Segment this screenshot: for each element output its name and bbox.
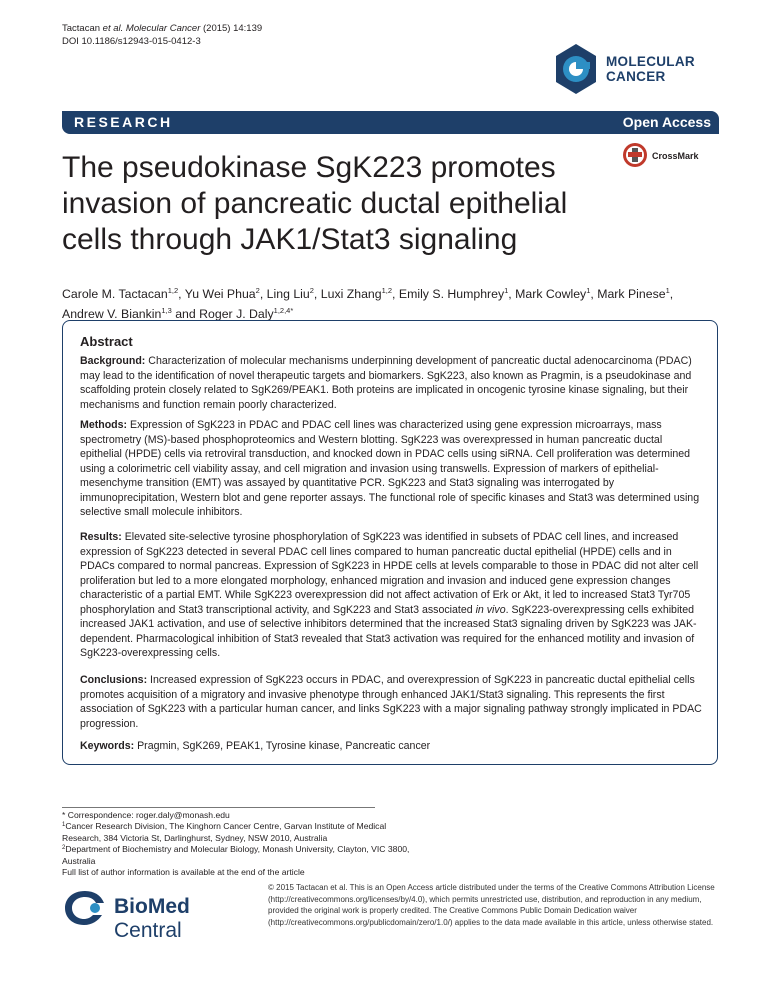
license-text: © 2015 Tactacan et al. This is an Open Access article distributed under the terms of the Creative Commons Attribution License (http://creativecommons.org/licenses/by/4.0), which permits unrestricted use, distribution, and reproduction in any medium, provided the original work is properly credited. The Creative Commons Public Domain Dedication waiver (http://creativecommons.org/publicdomain/zero/1.0/) applies to the data made available in this article, unless otherwise stated. bbox=[268, 883, 715, 927]
abstract-results: Results: Elevated site-selective tyrosine phosphorylation of SgK223 was identified in subsets of PDAC cell lines, and increased expression of SgK223 detected in several PDAC cell lines compared to human pancreatic ductal epithelial (HPDE) cells and in PDACs compared to normal pancreas. Expression of SgK223 in HPDE cells at levels comparable to those in PDAC did not alter cell proliferation but led to a more elongated morphology, enhanced migration and invasion and induced gene expression changes characteristic of a partial EMT. While SgK223 overexpression did not affect activation of Erk or Akt, it led to increased Stat3 Tyr705 phosphorylation and Stat3 transcriptional activity, and SgK223 and Stat3 associated in vivo. SgK223-overexpressing cells exhibited increased JAK1 activation, and use of selective inhibitors determined that the increased Stat3 signaling driven by SgK223 was JAK-dependent. Pharmacological inhibition of Stat3 revealed that Stat3 activation was required for the enhanced motility and invasion of SgK223-overexpressing cells. bbox=[80, 531, 699, 659]
publisher-name: BioMed Central bbox=[114, 895, 190, 942]
doi-line: DOI 10.1186/s12943-015-0412-3 bbox=[62, 36, 201, 47]
citation-header bbox=[62, 22, 262, 48]
journal-logo-text: MOLECULAR CANCER bbox=[606, 54, 695, 84]
crossmark-badge[interactable]: CrossMark bbox=[622, 142, 722, 170]
journal-logo-icon bbox=[550, 40, 602, 102]
author: Luxi Zhang$^{1,2}$, bbox=[320, 286, 399, 301]
journal-logo bbox=[550, 38, 710, 108]
article-title: The pseudokinase SgK223 promotes invasion of pancreatic ductal epithelial cells through JAK1/Stat3 signaling bbox=[62, 151, 568, 256]
affiliation-2: $^2$Department of Biochemistry and Molecular Biology, Monash University, Clayton, VIC 3800, Australia bbox=[62, 844, 410, 866]
article-type-banner bbox=[62, 111, 719, 134]
abstract-keywords: Keywords: Pragmin, SgK269, PEAK1, Tyrosine kinase, Pancreatic cancer bbox=[80, 740, 431, 752]
author: Roger J. Daly$^{1,2,4*}$ bbox=[199, 306, 294, 321]
abstract-background: Background: Characterization of molecular mechanisms underpinning development of pancreatic ductal adenocarcinoma (PDAC) may lead to the identification of novel therapeutic targets and biomarkers. SgK223, also known as Pragmin, is a pseudokinase and scaffolding protein closely related to SgK269/PEAK1. Both proteins are implicated in oncogenic tyrosine kinase signaling, but their mechanisms and function remain poorly characterized. bbox=[80, 355, 692, 411]
author: Andrew V. Biankin$^{1,3}$ and bbox=[62, 306, 200, 321]
citation-line: Tactacan et al. Molecular Cancer (2015) 14:139 bbox=[62, 23, 263, 34]
abstract-heading: Abstract bbox=[80, 334, 133, 349]
abstract-methods: Methods: Expression of SgK223 in PDAC and PDAC cell lines was characterized using gene expression microarrays, mass spectrometry (MS)-based phosphoproteomics and Western blotting. SgK223 was overexpressed in human pancreatic ductal epithelial (HPDE) cells via retroviral transduction, and knocked down in PDAC cells using siRNA. Cell proliferation was determined using a colorimetric cell viability assay, and cell migration and invasion using transwells. Expression of markers of epithelial-mesenchyme transition (EMT) was assayed by quantitative PCR. SgK223 and Stat3 signaling was interrogated by immunoprecipitation, Western blot and gene reporter assays. The functional role of specific kinases and Stat3 was determined using selective small molecule inhibitors. bbox=[80, 419, 700, 518]
article-type-label: RESEARCH bbox=[74, 114, 173, 130]
author: Mark Cowley$^1$, bbox=[515, 286, 598, 301]
correspondence-note: * Correspondence: roger.daly@monash.edu bbox=[62, 810, 230, 820]
author: Carole M. Tactacan$^{1,2}$, bbox=[62, 286, 185, 301]
biomed-central-icon bbox=[62, 887, 108, 929]
author: Yu Wei Phua$^2$, bbox=[184, 286, 267, 301]
publisher-logo bbox=[62, 887, 252, 942]
affiliation-1: $^1$Cancer Research Division, The Kinghorn Cancer Centre, Garvan Institute of Medical Research, 384 Victoria St, Darlinghurst, Sydney, NSW 2010, Australia bbox=[62, 821, 387, 843]
footnote-divider bbox=[62, 807, 375, 808]
author: Mark Pinese$^1$, bbox=[597, 286, 674, 301]
crossmark-icon bbox=[622, 142, 648, 168]
footnotes bbox=[62, 810, 422, 878]
author: Ling Liu$^2$, bbox=[266, 286, 321, 301]
author-list bbox=[62, 284, 722, 324]
open-access-label: Open Access bbox=[622, 114, 711, 130]
author: Emily S. Humphrey$^1$, bbox=[398, 286, 516, 301]
full-author-info-note: Full list of author information is available at the end of the article bbox=[62, 867, 305, 878]
abstract-conclusions: Conclusions: Increased expression of SgK223 occurs in PDAC, and overexpression of SgK223 in pancreatic ductal epithelial cells promotes acquisition of a migratory and invasive phenotype through enhanced JAK1/Stat3 signaling. This represents the first association of SgK223 with a particular human cancer, and links SgK223 with a major signaling pathway strongly implicated in PDAC progression. bbox=[80, 674, 702, 730]
